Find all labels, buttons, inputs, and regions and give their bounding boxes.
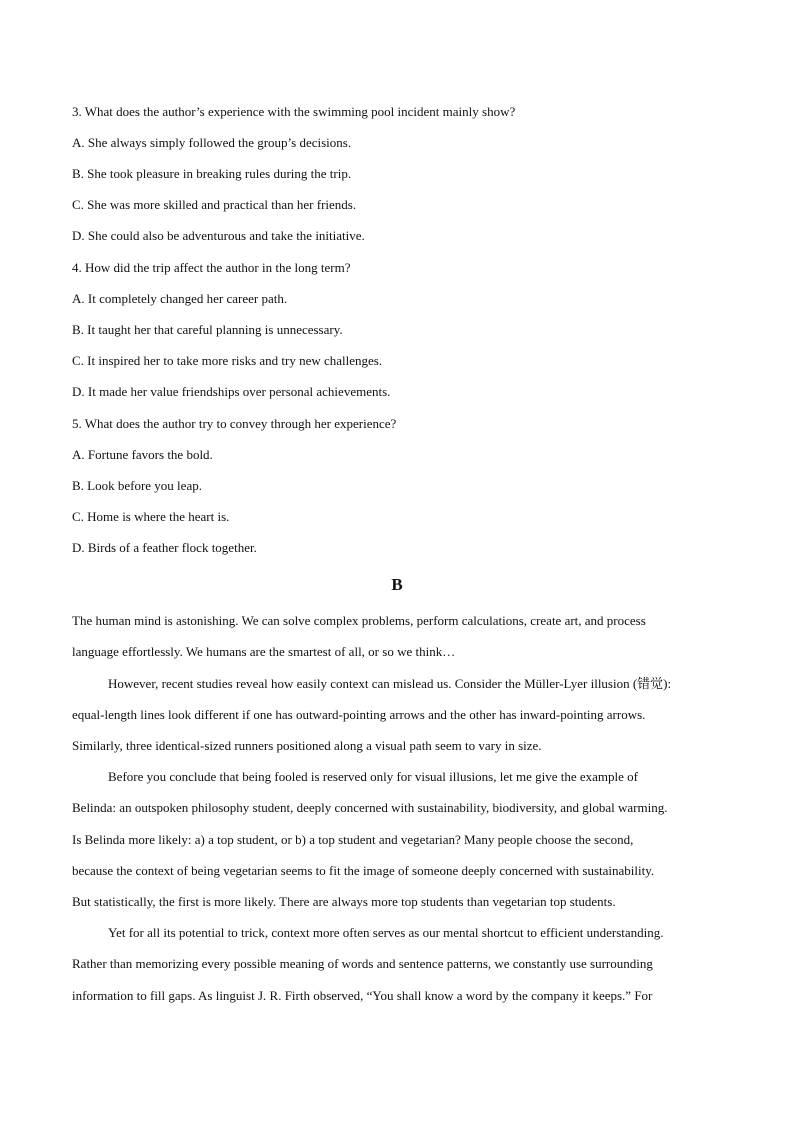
passage-line: Is Belinda more likely: a) a top student, or b) a top student and vegetarian? Many people choose the second, (72, 832, 634, 847)
passage-line: Yet for all its potential to trick, context more often serves as our mental shortcut to efficient understanding. (108, 925, 664, 940)
passage-line: But statistically, the first is more likely. There are always more top students than vegetarian top students. (72, 894, 616, 909)
question-5-stem: 5. What does the author try to convey through her experience? (72, 416, 397, 431)
question-5-option-a: A. Fortune favors the bold. (72, 447, 213, 462)
passage-line: information to fill gaps. As linguist J. R. Firth observed, “You shall know a word by the company it keeps.” For (72, 988, 653, 1003)
passage-line: because the context of being vegetarian seems to fit the image of someone deeply concerned with sustainability. (72, 863, 655, 878)
passage-line: The human mind is astonishing. We can solve complex problems, perform calculations, create art, and process (72, 613, 646, 628)
question-4-option-a: A. It completely changed her career path. (72, 291, 288, 306)
question-5-option-c: C. Home is where the heart is. (72, 509, 230, 524)
section-title: B (391, 575, 403, 594)
question-4-stem: 4. How did the trip affect the author in the long term? (72, 260, 351, 275)
question-3-option-b: B. She took pleasure in breaking rules during the trip. (72, 166, 352, 181)
question-3-option-d: D. She could also be adventurous and take the initiative. (72, 228, 365, 243)
passage-line: Similarly, three identical-sized runners positioned along a visual path seem to vary in size. (72, 738, 542, 753)
passage-line: Before you conclude that being fooled is reserved only for visual illusions, let me give the example of (108, 769, 638, 784)
passage-line: equal-length lines look different if one has outward-pointing arrows and the other has inward-pointing arrows. (72, 707, 646, 722)
passage-line: Rather than memorizing every possible meaning of words and sentence patterns, we constantly use surrounding (72, 956, 653, 971)
passage-line: Belinda: an outspoken philosophy student, deeply concerned with sustainability, biodiversity, and global warming. (72, 800, 668, 815)
passage-line: language effortlessly. We humans are the smartest of all, or so we think… (72, 644, 456, 659)
question-3-stem: 3. What does the author’s experience with the swimming pool incident mainly show? (72, 104, 516, 119)
question-3-option-a: A. She always simply followed the group’s decisions. (72, 135, 352, 150)
question-4-option-b: B. It taught her that careful planning is unnecessary. (72, 322, 343, 337)
question-5-option-b: B. Look before you leap. (72, 478, 202, 493)
question-4-option-d: D. It made her value friendships over personal achievements. (72, 384, 391, 399)
question-4-option-c: C. It inspired her to take more risks and try new challenges. (72, 353, 383, 368)
passage-line: However, recent studies reveal how easily context can mislead us. Consider the Müller-Lyer illusion (错觉): (108, 676, 672, 691)
question-3-option-c: C. She was more skilled and practical than her friends. (72, 197, 357, 212)
question-5-option-d: D. Birds of a feather flock together. (72, 540, 257, 555)
